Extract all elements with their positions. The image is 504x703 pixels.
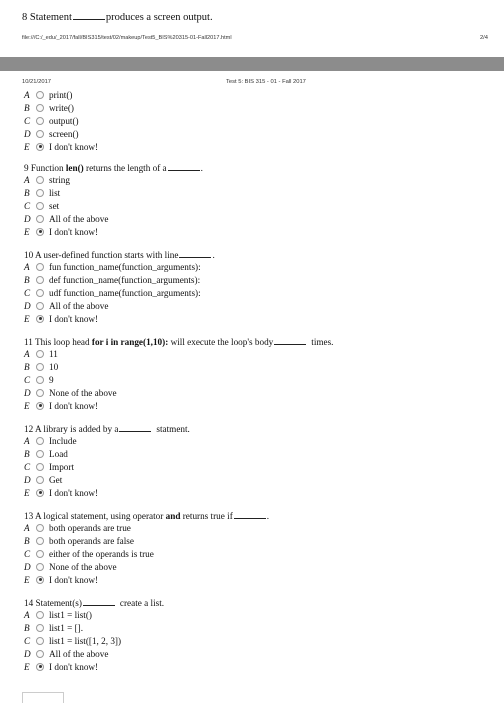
option-letter: E	[24, 226, 30, 237]
answer-option-a[interactable]	[24, 261, 215, 274]
answer-option-a[interactable]	[24, 348, 333, 361]
option-text: Include	[49, 436, 77, 447]
answer-option-b[interactable]	[24, 535, 269, 548]
question-10	[24, 249, 215, 325]
page-separator-bar	[0, 57, 504, 71]
radio-button[interactable]	[36, 350, 44, 358]
answer-blank	[234, 510, 266, 519]
question-title: 11 This loop head for i in range(1,10): will execute the loop's body times.	[24, 337, 334, 347]
radio-button[interactable]	[36, 563, 44, 571]
option-letter: D	[24, 561, 31, 572]
radio-button[interactable]	[36, 376, 44, 384]
option-letter: A	[24, 262, 30, 273]
option-text: def function_name(function_arguments):	[49, 275, 201, 286]
answer-option-b[interactable]	[24, 448, 190, 461]
radio-button[interactable]	[36, 489, 44, 497]
option-letter: C	[24, 461, 31, 472]
radio-button[interactable]	[36, 611, 44, 619]
answer-option-a[interactable]	[24, 89, 98, 102]
option-text: Get	[49, 474, 63, 485]
option-text: None of the above	[49, 561, 117, 572]
question-text: 8 Statement	[22, 12, 72, 23]
question-12	[24, 423, 190, 499]
option-text: I don't know!	[49, 313, 99, 324]
answer-option-e[interactable]	[24, 140, 98, 153]
answer-option-a[interactable]	[24, 174, 203, 187]
question-title: 13 A logical statement, using operator and returns true if .	[24, 511, 270, 521]
option-text: I don't know!	[49, 141, 99, 152]
option-text: I don't know!	[49, 661, 99, 672]
option-text: string	[49, 175, 70, 186]
answer-option-a[interactable]	[24, 609, 164, 622]
answer-blank	[73, 11, 105, 20]
radio-button[interactable]	[36, 215, 44, 223]
option-letter: D	[24, 213, 31, 224]
answer-option-c[interactable]	[24, 635, 164, 648]
answer-option-e[interactable]	[24, 486, 190, 499]
option-text: write()	[49, 103, 74, 114]
option-letter: C	[24, 548, 31, 559]
radio-button[interactable]	[36, 437, 44, 445]
answer-option-e[interactable]	[24, 312, 215, 325]
option-letter: D	[24, 387, 31, 398]
option-text: 10	[49, 362, 59, 373]
radio-button[interactable]	[36, 524, 44, 532]
option-letter: E	[24, 574, 30, 585]
option-letter: E	[24, 141, 30, 152]
option-text: I don't know!	[49, 574, 99, 585]
option-letter: C	[24, 200, 31, 211]
option-letter: A	[24, 90, 30, 101]
option-text: list	[49, 188, 61, 199]
option-letter: D	[24, 128, 31, 139]
option-letter: A	[24, 610, 30, 621]
radio-button[interactable]	[36, 363, 44, 371]
answer-option-d[interactable]	[24, 560, 269, 573]
question-title: 9 Function len() returns the length of a .	[24, 163, 203, 173]
answer-option-c[interactable]	[24, 200, 203, 213]
option-text: both operands are true	[49, 523, 131, 534]
option-text: print()	[49, 90, 73, 101]
radio-button[interactable]	[36, 450, 44, 458]
answer-option-b[interactable]	[24, 361, 333, 374]
option-text: both operands are false	[49, 536, 134, 547]
question-13	[24, 510, 269, 586]
option-text: 11	[49, 349, 58, 360]
option-text: All of the above	[49, 300, 109, 311]
answer-blank	[168, 162, 200, 171]
page-number: 2/4	[479, 35, 488, 41]
question-title: 12 A library is added by a statment.	[24, 424, 190, 434]
option-letter: A	[24, 175, 30, 186]
answer-option-d[interactable]	[24, 299, 215, 312]
answer-option-a[interactable]	[24, 435, 190, 448]
option-text: either of the operands is true	[49, 548, 154, 559]
test-name: Test 5: BIS 315 - 01 - Fall 2017	[226, 79, 306, 85]
next-page-edge	[22, 692, 64, 703]
question-8-options	[24, 89, 98, 153]
file-path: file:///C:/_edu/_2017/fall/BIS315/test/02/makeup/Test5_BIS%20315-01-Fall2017.html	[22, 35, 232, 41]
radio-button[interactable]	[36, 463, 44, 471]
option-text: list1 = list()	[49, 610, 92, 621]
option-text: set	[49, 200, 60, 211]
radio-button[interactable]	[36, 130, 44, 138]
radio-button[interactable]	[36, 143, 44, 151]
radio-button[interactable]	[36, 550, 44, 558]
question-title: 10 A user-defined function starts with line .	[24, 250, 215, 260]
answer-option-e[interactable]	[24, 225, 203, 238]
radio-button[interactable]	[36, 663, 44, 671]
option-letter: B	[24, 275, 30, 286]
option-text: fun function_name(function_arguments):	[49, 262, 201, 273]
answer-option-b[interactable]	[24, 274, 215, 287]
answer-option-b[interactable]	[24, 187, 203, 200]
option-text: 9	[49, 374, 54, 385]
option-text: screen()	[49, 128, 79, 139]
test-date: 10/21/2017	[22, 79, 52, 85]
option-letter: B	[24, 536, 30, 547]
previous-question-title	[22, 11, 213, 23]
radio-button[interactable]	[36, 176, 44, 184]
option-text: I don't know!	[49, 226, 99, 237]
question-14	[24, 597, 164, 673]
option-letter: B	[24, 623, 30, 634]
option-letter: A	[24, 349, 30, 360]
radio-button[interactable]	[36, 402, 44, 410]
radio-button[interactable]	[36, 228, 44, 236]
answer-blank	[274, 336, 306, 345]
option-letter: D	[24, 300, 31, 311]
option-text: Import	[49, 461, 75, 472]
option-letter: D	[24, 474, 31, 485]
radio-button[interactable]	[36, 624, 44, 632]
answer-option-c[interactable]	[24, 287, 215, 300]
option-text: None of the above	[49, 387, 117, 398]
radio-button[interactable]	[36, 202, 44, 210]
answer-option-d[interactable]	[24, 473, 190, 486]
answer-blank	[119, 423, 151, 432]
option-letter: A	[24, 436, 30, 447]
option-text: Load	[49, 449, 68, 460]
option-letter: B	[24, 362, 30, 373]
option-letter: E	[24, 400, 30, 411]
option-letter: C	[24, 635, 31, 646]
answer-option-c[interactable]	[24, 461, 190, 474]
option-text: list1 = list([1, 2, 3])	[49, 635, 122, 646]
option-letter: C	[24, 115, 31, 126]
option-letter: E	[24, 487, 30, 498]
option-letter: B	[24, 449, 30, 460]
radio-button[interactable]	[36, 302, 44, 310]
answer-option-c[interactable]	[24, 115, 98, 128]
answer-option-c[interactable]	[24, 548, 269, 561]
radio-button[interactable]	[36, 315, 44, 323]
option-text: I don't know!	[49, 487, 99, 498]
answer-option-d[interactable]	[24, 212, 203, 225]
radio-button[interactable]	[36, 576, 44, 584]
option-text: All of the above	[49, 213, 109, 224]
radio-button[interactable]	[36, 189, 44, 197]
question-text: produces a screen output.	[105, 12, 213, 23]
option-text: All of the above	[49, 648, 109, 659]
answer-option-d[interactable]	[24, 127, 98, 140]
radio-button[interactable]	[36, 91, 44, 99]
radio-button[interactable]	[36, 263, 44, 271]
option-letter: E	[24, 661, 30, 672]
answer-option-e[interactable]	[24, 660, 164, 673]
radio-button[interactable]	[36, 476, 44, 484]
radio-button[interactable]	[36, 104, 44, 112]
answer-option-c[interactable]	[24, 374, 333, 387]
question-title: 14 Statement(s) create a list.	[24, 598, 165, 608]
option-letter: C	[24, 287, 31, 298]
answer-option-e[interactable]	[24, 399, 333, 412]
radio-button[interactable]	[36, 537, 44, 545]
option-letter: D	[24, 648, 31, 659]
option-letter: B	[24, 188, 30, 199]
answer-option-d[interactable]	[24, 386, 333, 399]
option-text: output()	[49, 115, 79, 126]
radio-button[interactable]	[36, 389, 44, 397]
answer-option-a[interactable]	[24, 522, 269, 535]
radio-button[interactable]	[36, 117, 44, 125]
radio-button[interactable]	[36, 637, 44, 645]
radio-button[interactable]	[36, 650, 44, 658]
option-text: list1 = [].	[49, 623, 84, 634]
option-letter: A	[24, 523, 30, 534]
answer-blank	[179, 249, 211, 258]
question-11	[24, 336, 333, 412]
option-letter: B	[24, 103, 30, 114]
radio-button[interactable]	[36, 276, 44, 284]
question-9	[24, 162, 203, 238]
radio-button[interactable]	[36, 289, 44, 297]
option-letter: C	[24, 374, 31, 385]
answer-blank	[83, 597, 115, 606]
option-letter: E	[24, 313, 30, 324]
answer-option-e[interactable]	[24, 573, 269, 586]
answer-option-d[interactable]	[24, 647, 164, 660]
option-text: udf function_name(function_arguments):	[49, 287, 201, 298]
answer-option-b[interactable]	[24, 102, 98, 115]
option-text: I don't know!	[49, 400, 99, 411]
answer-option-b[interactable]	[24, 622, 164, 635]
